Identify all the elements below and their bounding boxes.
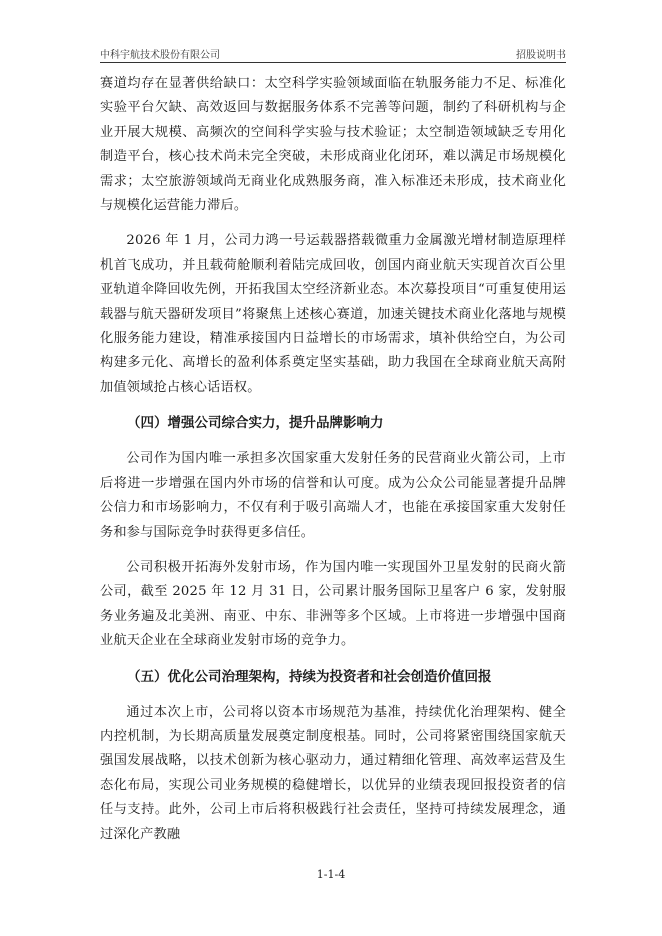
paragraph-first-flight: 2026 年 1 月，公司力鸿一号运载器搭载微重力金属激光增材制造原理样机首飞成功，并且载荷舱顺利着陆完成回收，创国内商业航天实现首次百公里亚轨道伞降回收先例，开拓我国太空经济新业态。本次募投项目“可重复使用运载器与航天器研发项目”将聚焦上述核心赛道，加速关键技术商业化落地与规模化服务能力建设，精准承接国内日益增长的市场需求，填补供给空白，为公司构建多元化、高增长的盈利体系奠定坚实基础，助力我国在全球商业航天高附加值领域抢占核心话语权。	[100, 233, 566, 395]
document-body	[100, 72, 566, 858]
paragraph-public-company: 公司作为国内唯一承担多次国家重大发射任务的民营商业火箭公司，上市后将进一步增强在国内外市场的信誉和认可度。成为公众公司能显著提升品牌公信力和市场影响力，不仅有利于吸引高端人才，也能在承接国家重大发射任务和参与国际竞争时获得更多信任。	[100, 451, 566, 540]
header-divider	[100, 62, 566, 63]
section-heading-governance: （五）优化公司治理架构，持续为投资者和社会创造价值回报	[127, 668, 492, 685]
paragraph-overseas-market: 公司积极开拓海外发射市场，作为国内唯一实现国外卫星发射的民商火箭公司，截至 2025 年 12 月 31 日，公司累计服务国际卫星客户 6 家，发射服务业务遍及北美洲、南亚、中东、非洲等多个区域。上市将进一步增强中国商业航天企业在全球商业发射市场的竞争力。	[100, 559, 566, 649]
header-document-type: 招股说明书	[516, 50, 566, 61]
header-company-name: 中科宇航技术股份有限公司	[100, 50, 220, 61]
paragraph-supply-gap: 赛道均存在显著供给缺口：太空科学实验领域面临在轨服务能力不足、标准化实验平台欠缺、高效返回与数据服务体系不完善等问题，制约了科研机构与企业开展大规模、高频次的空间科学实验与技术验证；太空制造领域缺乏专用化制造平台，核心技术尚未完全突破，未形成商业化闭环，难以满足市场规模化需求；太空旅游领域尚无商业化成熟服务商，准入标准还未形成，技术商业化与规模化运营能力滞后。	[100, 76, 566, 214]
page-header	[100, 40, 566, 60]
section-heading-brand: （四）增强公司综合实力，提升品牌影响力	[127, 415, 384, 432]
page-number: 1-1-4	[316, 868, 346, 881]
paragraph-governance: 通过本次上市，公司将以资本市场规范为基准，持续优化治理架构、健全内控机制，为长期高质量发展奠定制度根基。同时，公司将紧密围绕国家航天强国发展战略，以技术创新为核心驱动力，通过精细化管理、高效率运营及生态化布局，实现公司业务规模的稳健增长，以优异的业绩表现回报投资者的信任与支持。此外，公司上市后将积极践行社会责任，坚持可持续发展理念，通过深化产教融	[100, 704, 566, 842]
